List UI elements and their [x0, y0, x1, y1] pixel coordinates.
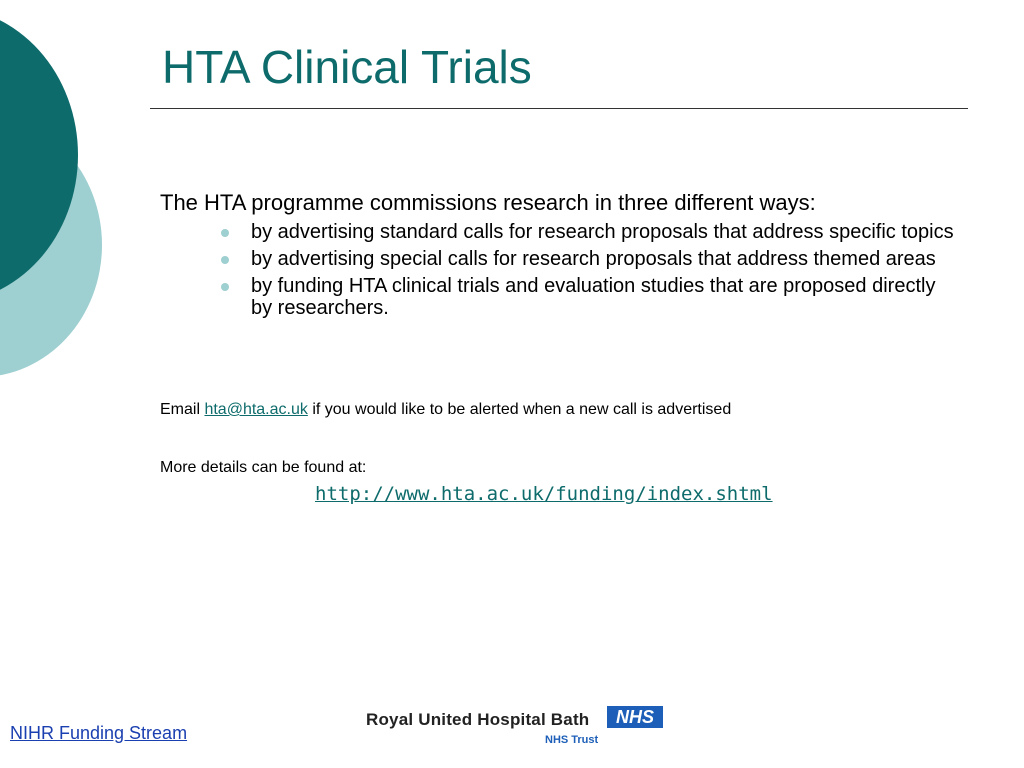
more-details-text: More details can be found at: [160, 459, 367, 476]
intro-text: The HTA programme commissions research in three different ways: [160, 190, 816, 215]
email-line [160, 400, 731, 420]
title-divider [150, 108, 968, 109]
email-suffix: if you would like to be alerted when a new call is advertised [307, 401, 732, 418]
bullet-text: by funding HTA clinical trials and evaluation studies that are proposed directly by researchers. [251, 275, 936, 319]
nihr-funding-stream-link[interactable]: NIHR Funding Stream [10, 723, 188, 743]
bullet-dot-icon [221, 256, 229, 264]
hospital-name: Royal United Hospital Bath [366, 710, 590, 729]
decorative-circles [0, 0, 120, 400]
slide-title: HTA Clinical Trials [162, 41, 532, 93]
email-link[interactable]: hta@hta.ac.uk [204, 401, 308, 418]
bullet-list [215, 221, 960, 324]
nhs-trust-label: NHS Trust [545, 734, 599, 746]
rub-nhs-logo [366, 704, 666, 748]
bullet-text: by advertising standard calls for research proposals that address specific topics [251, 221, 954, 243]
bullet-text: by advertising special calls for research proposals that address themed areas [251, 248, 936, 270]
bullet-item [215, 248, 960, 270]
bullet-item [215, 275, 960, 319]
bullet-dot-icon [221, 283, 229, 291]
bullet-item [215, 221, 960, 243]
nhs-logo: NHS [607, 706, 663, 728]
funding-url-link[interactable]: http://www.hta.ac.uk/funding/index.shtml [315, 483, 773, 505]
email-prefix: Email [160, 401, 205, 418]
bullet-dot-icon [221, 229, 229, 237]
